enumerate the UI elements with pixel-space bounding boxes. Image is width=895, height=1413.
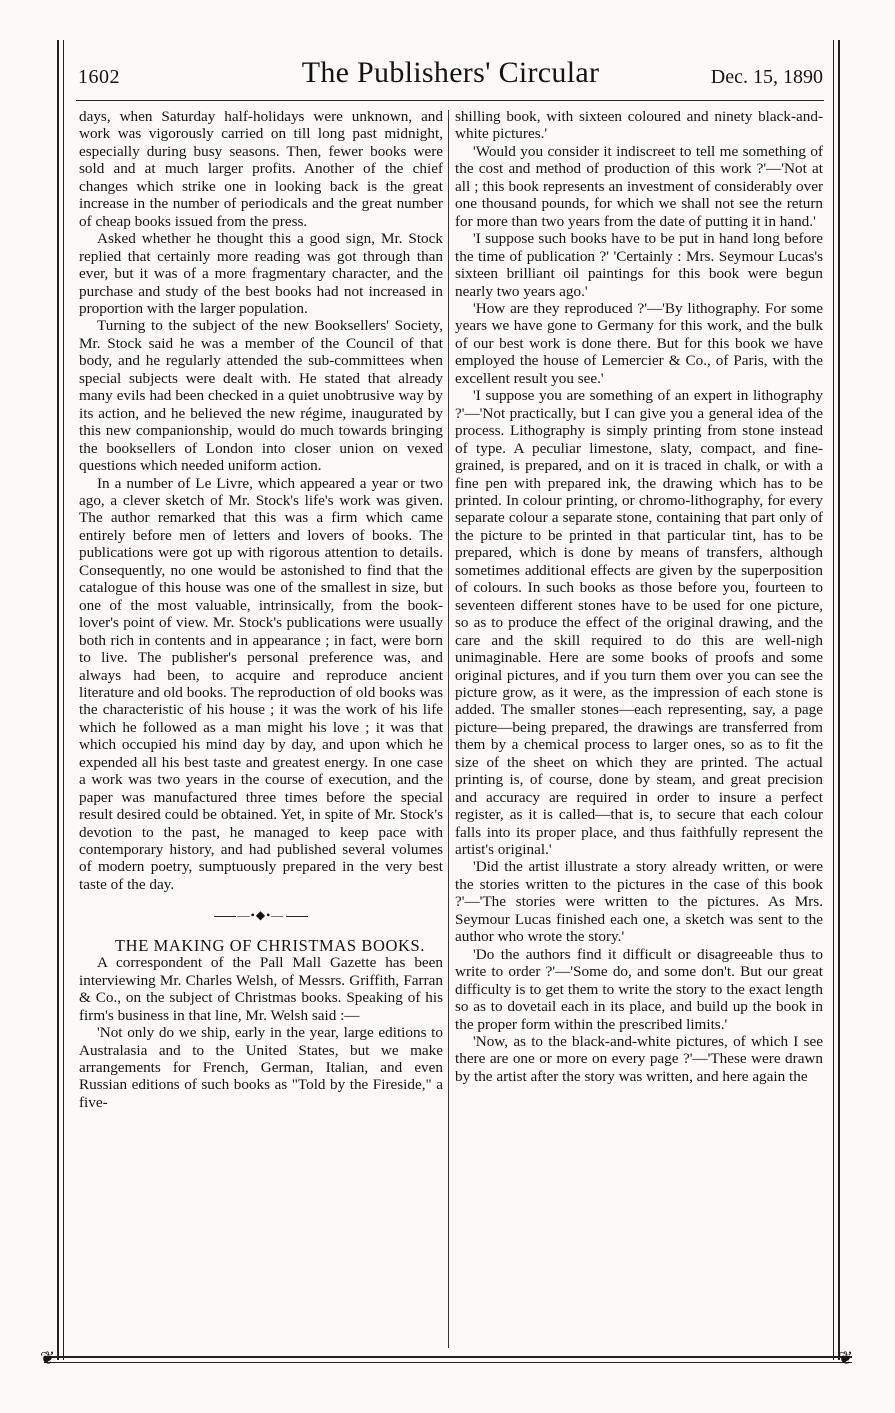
right-column [455,108,823,1085]
section-ornament [79,907,443,924]
section-heading: THE MAKING OF CHRISTMAS BOOKS. [115,935,425,955]
paragraph: A correspondent of the Pall Mall Gazette has been interviewing Mr. Charles Welsh, of Messrs. Griffith, Farran & Co., on the subject of Christmas books. Speaking of his firm's business in that line, Mr. Welsh said :— [79,954,443,1024]
paragraph: Asked whether he thought this a good sign, Mr. Stock replied that certainly more reading was got through than ever, but it was of a more fragmentary character, and the purchase and study of the best books had not increased in proportion with the larger population. [79,230,443,317]
footer-rule-thin [44,1362,852,1363]
left-margin-rule-inner [63,40,64,1360]
paragraph: 'Now, as to the black-and-white pictures, of which I see there are one or more on every page ?'—'These were drawn by the artist after the story was written, and here again the [455,1033,823,1085]
paragraph: 'I suppose you are something of an expert in lithography ?'—'Not practically, but I can give you a general idea of the process. Lithography is simply printing from stone instead of type. A peculiar limestone, slaty, compact, and fine-grained, is prepared, and on it is traced in chalk, or with a fine pen with prepared ink, the drawing which has to be printed. In colour printing, or chromo-lithography, for every separate colour a separate stone, containing that part only of the picture to be printed in that particular tint, has to be prepared, which is done by means of transfers, although sometimes additional effects are given by the superposition of colours. In such books as those before you, fourteen to seventeen different stones have to be used for one picture, so as to produce the effect of the original drawing, and the care and the skill required to do this are well-nigh unimaginable. Here are some books of proofs and some original pictures, and if you turn them over you can see the picture grow, as it were, as the impression of each stone is added. The smaller stones—each representing, say, a page picture—being prepared, the drawings are transferred from them by a chemical process to larger ones, so as to fit the size of the sheet on which they are printed. The actual printing is, of course, done by steam, and great precision and accuracy are required in order to insure a perfect register, as it is called—that is, to secure that each colour falls into its proper place, and thus faithfully represent the artist's original.' [455,387,823,859]
paragraph: Turning to the subject of the new Booksellers' Society, Mr. Stock said he was a member of the Council of that body, and he regularly attended the sub-committees when special subjects were dealt with. He stated that already many evils had been checked in a quiet unobtrusive way by its action, and he believed the new régime, inaugurated by this new companionship, would do much towards bringing the booksellers of London into closer union on vexed questions which needed uniform action. [79,317,443,475]
footer-rule-thick [44,1356,852,1358]
header-rule [76,100,824,101]
issue-date: Dec. 15, 1890 [710,66,823,88]
paragraph: 'Not only do we ship, early in the year, large editions to Australasia and to the United States, but we make arrangements for French, German, Italian, and even Russian editions of such books as "Told by the Fireside," a five- [79,1024,443,1111]
ornament-glyph: —•◆•— [237,908,285,923]
right-margin-rule-outer [838,40,840,1360]
paragraph: 'Do the authors find it difficult or disagreeable thus to write to order ?'—'Some do, and some don't. But our great difficulty is to get them to write the story to the exact length so as to dovetail each in its place, and build up the book in the proper form within the prescribed limits.' [455,945,823,1033]
paragraph: days, when Saturday half-holidays were unknown, and work was vigorously carried on till long past midnight, especially during busy seasons. Then, fewer books were sold and at much larger profits. Another of the chief changes which strike one in looking back is the great increase in the number of periodicals and the great number of cheap books issued from the press. [79,108,443,230]
paragraph: 'How are they reproduced ?'—'By lithography. For some years we have gone to Germany for this work, and the bulk of our best work is done there. But for this book we have employed the house of Lemercier & Co., of Paris, with the excellent result you see.' [455,299,823,387]
left-column [79,108,443,1111]
journal-title: The Publishers' Circular [301,56,600,89]
page-number: 1602 [78,66,120,88]
right-margin-rule-inner [833,40,834,1360]
paragraph: shilling book, with sixteen coloured and ninety black-and-white pictures.' [455,108,823,143]
left-fleuron-icon: ❦ [40,1348,56,1368]
page-header [78,56,823,98]
paragraph: 'Did the artist illustrate a story already written, or were the stories written to the pictures in the case of this book ?'—'The stories were written to the pictures. As Mrs. Seymour Lucas finished each one, a sketch was sent to the author who wrote the story.' [455,858,823,946]
right-fleuron-icon: ❦ [838,1348,854,1368]
paragraph: 'Would you consider it indiscreet to tell me something of the cost and method of production of this work ?'—'Not at all ; this book represents an investment of considerably over one thousand pounds, for which we shall not see the return for more than two years from the date of putting it in hand.' [455,142,823,230]
paragraph: 'I suppose such books have to be put in hand long before the time of publication ?' 'Certainly : Mrs. Seymour Lucas's sixteen brilliant oil paintings for this book were begun nearly two years ago.' [455,230,823,300]
paragraph: In a number of Le Livre, which appeared a year or two ago, a clever sketch of Mr. Stock's life's work was given. The author remarked that this was a firm which came entirely before men of letters and lovers of books. The publications were got up with rigorous attention to details. Consequently, no one would be astonished to find that the catalogue of this house was one of the smallest in size, but one of the most valuable, intrinsically, from the book-lover's point of view. Mr. Stock's publications were usually both rich in contents and in appearance ; in fact, were born to live. The publisher's personal preference was, and always had been, to acquire and reproduce ancient literature and old books. The reproduction of old books was the characteristic of his house ; it was the work of his life which he followed as a man might his love ; it was that which occupied his mind day by day, and upon which he expended all his best taste and greatest energy. In one case a work was two years in the course of execution, and the paper was manufactured three times before the special result desired could be obtained. Yet, in spite of Mr. Stock's devotion to the past, he managed to keep pace with contemporary history, and had published several volumes of modern poetry, sumptuously prepared in the very best taste of the day. [79,474,443,893]
column-divider [448,110,449,1348]
left-margin-rule-outer [57,40,59,1360]
